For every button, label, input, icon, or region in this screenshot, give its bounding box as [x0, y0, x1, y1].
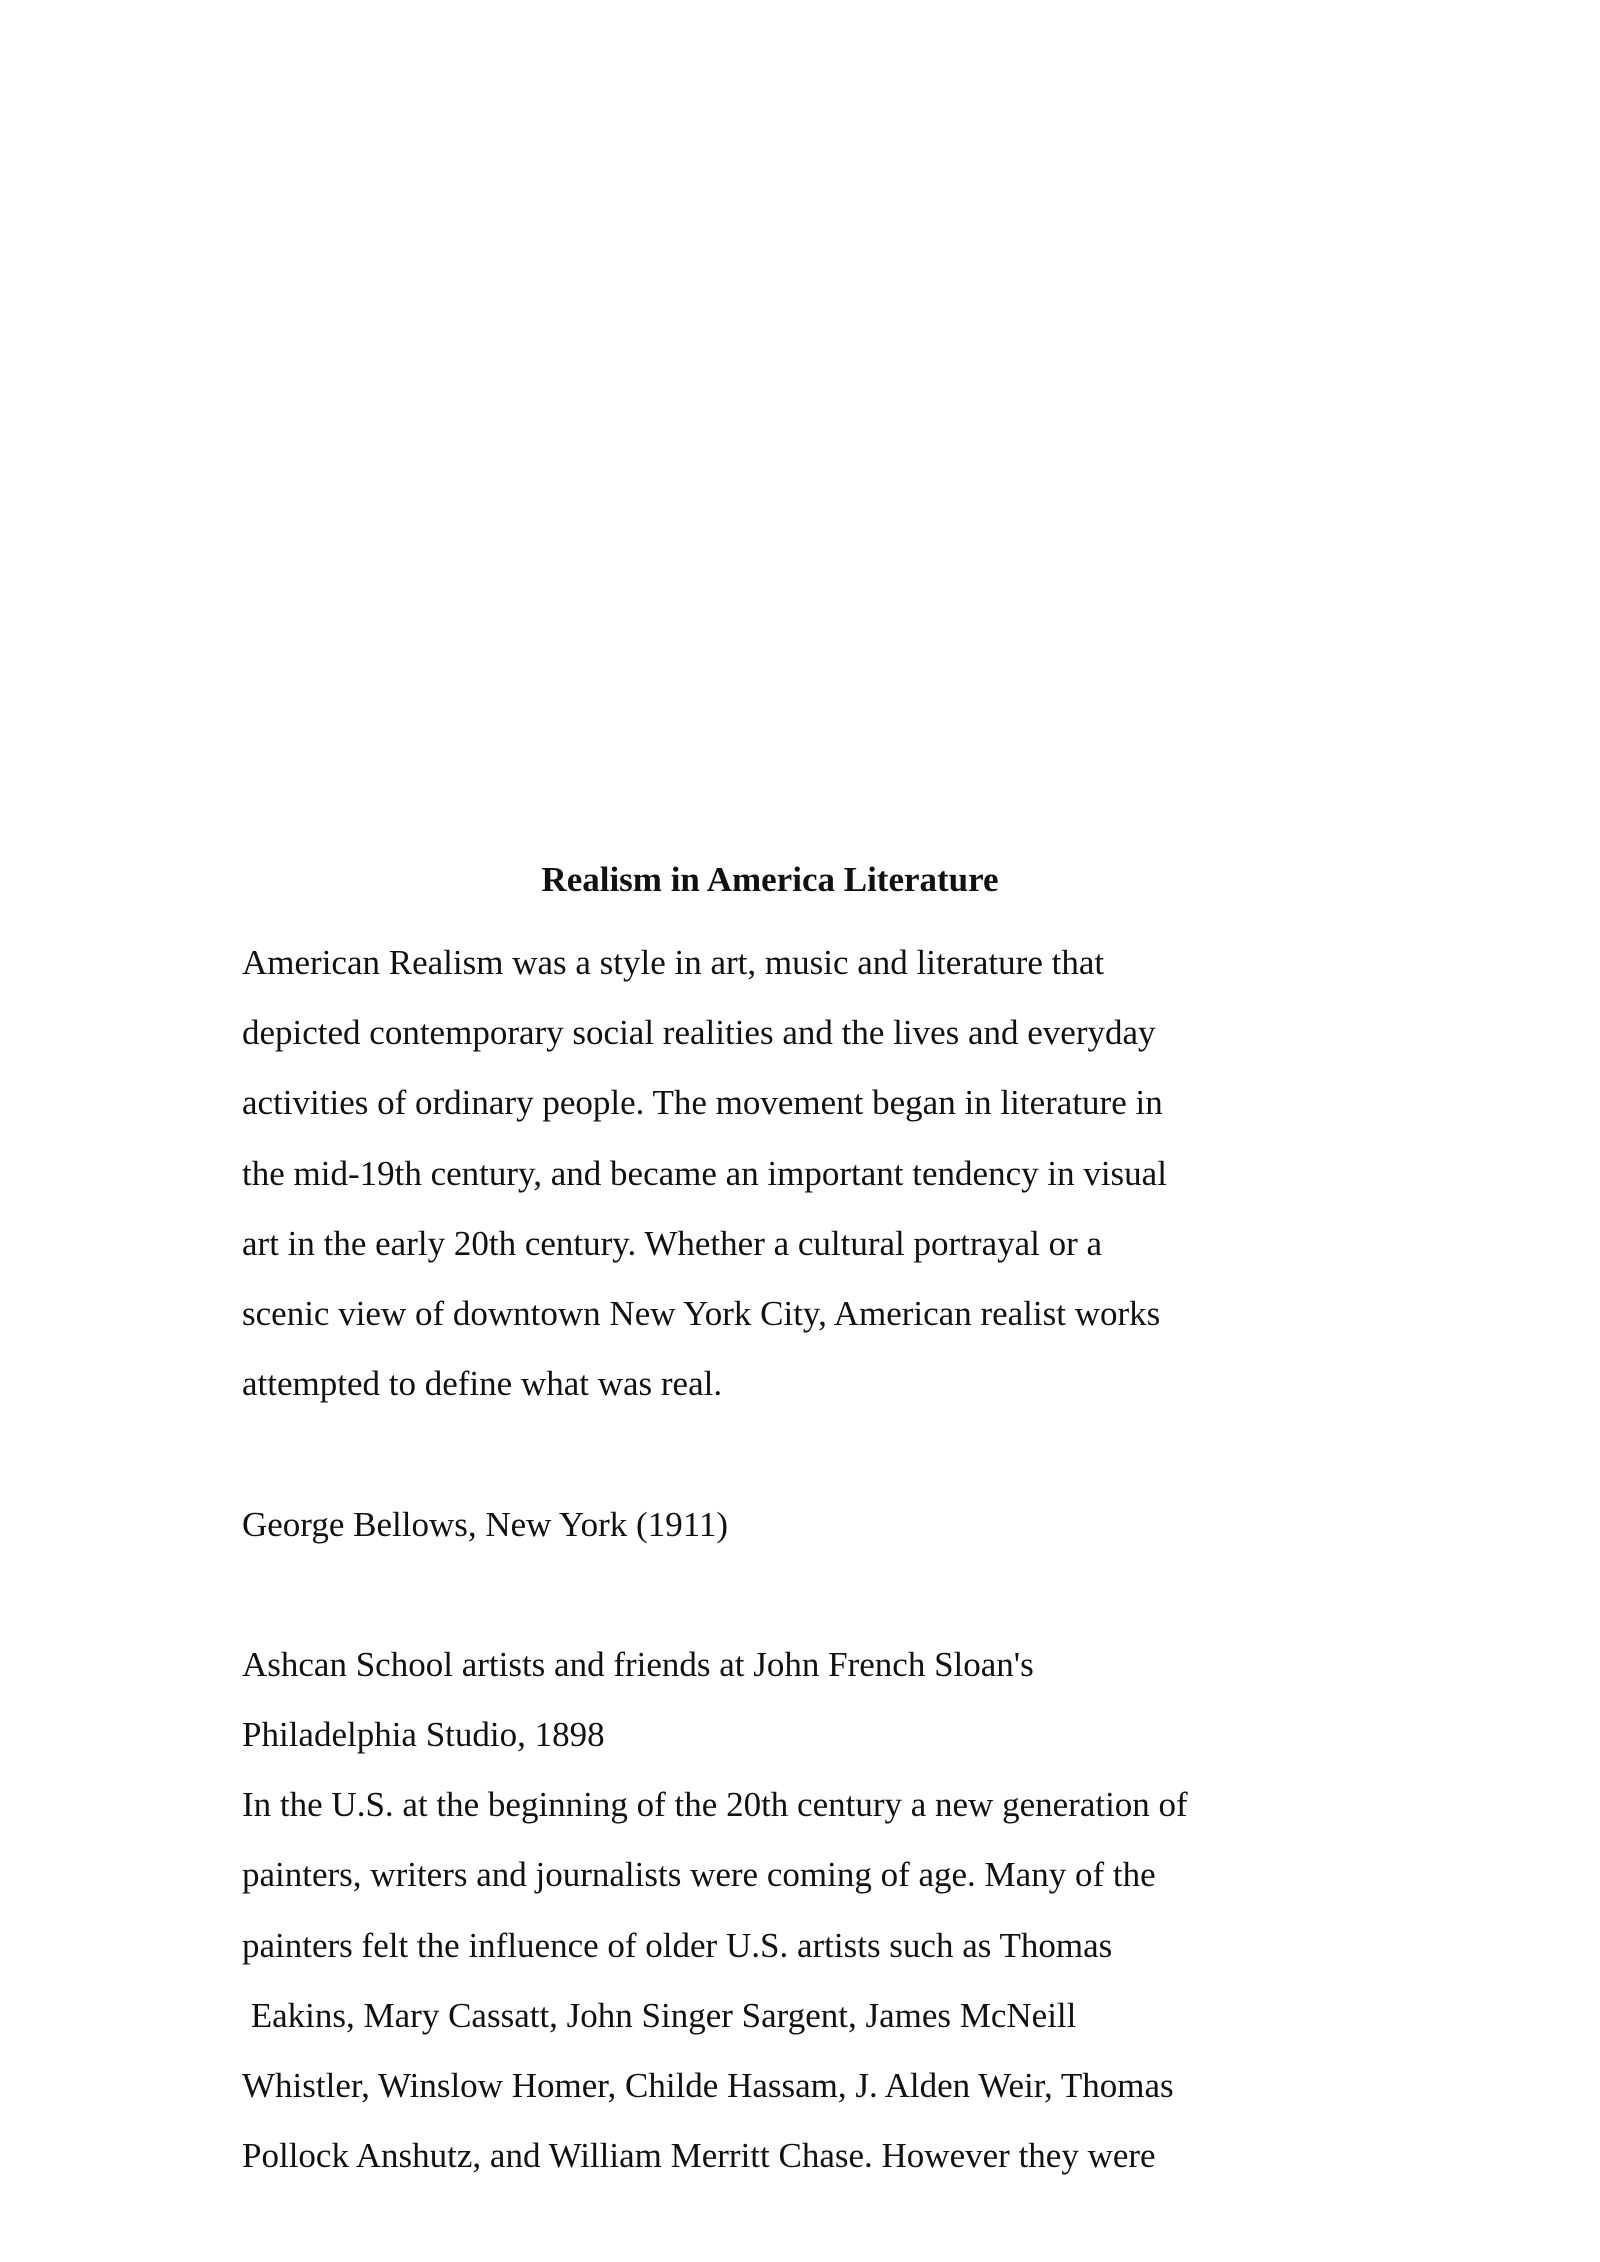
text-line: depicted contemporary social realities and the lives and everyday: [242, 1013, 1156, 1053]
paragraph-intro: [242, 928, 1382, 1419]
text-line: Pollock Anshutz, and William Merritt Chase. However they were: [242, 2136, 1156, 2176]
image-caption-bellows: George Bellows, New York (1911): [242, 1504, 729, 1544]
document-title: Realism in America Literature: [541, 860, 999, 899]
text-line: scenic view of downtown New York City, American realist works: [242, 1293, 1161, 1333]
text-line: American Realism was a style in art, music and literature that: [242, 943, 1105, 982]
spacer: [242, 1419, 1382, 1489]
text-line: In the U.S. at the beginning of the 20th century a new generation of: [242, 1785, 1188, 1825]
text-line: Whistler, Winslow Homer, Childe Hassam, J. Alden Weir, Thomas: [242, 2066, 1174, 2105]
text-line: painters, writers and journalists were coming of age. Many of the: [242, 1855, 1156, 1895]
spacer: [242, 1560, 1382, 1630]
text-line: attempted to define what was real.: [242, 1364, 723, 1404]
text-line: Eakins, Mary Cassatt, John Singer Sargent, James McNeill: [242, 1995, 1077, 2035]
paragraph-new-generation: [242, 1770, 1382, 2191]
text-line: art in the early 20th century. Whether a cultural portrayal or a: [242, 1223, 1103, 1263]
text-line: activities of ordinary people. The movement began in literature in: [242, 1083, 1163, 1123]
text-line: the mid-19th century, and became an important tendency in visual: [242, 1153, 1167, 1193]
image-caption-ashcan: [242, 1630, 1382, 1770]
text-line: Philadelphia Studio, 1898: [242, 1715, 605, 1755]
document-body: [242, 928, 1382, 2191]
text-line: painters felt the influence of older U.S. artists such as Thomas: [242, 1925, 1113, 1965]
text-line: Ashcan School artists and friends at John French Sloan's: [242, 1644, 1034, 1684]
